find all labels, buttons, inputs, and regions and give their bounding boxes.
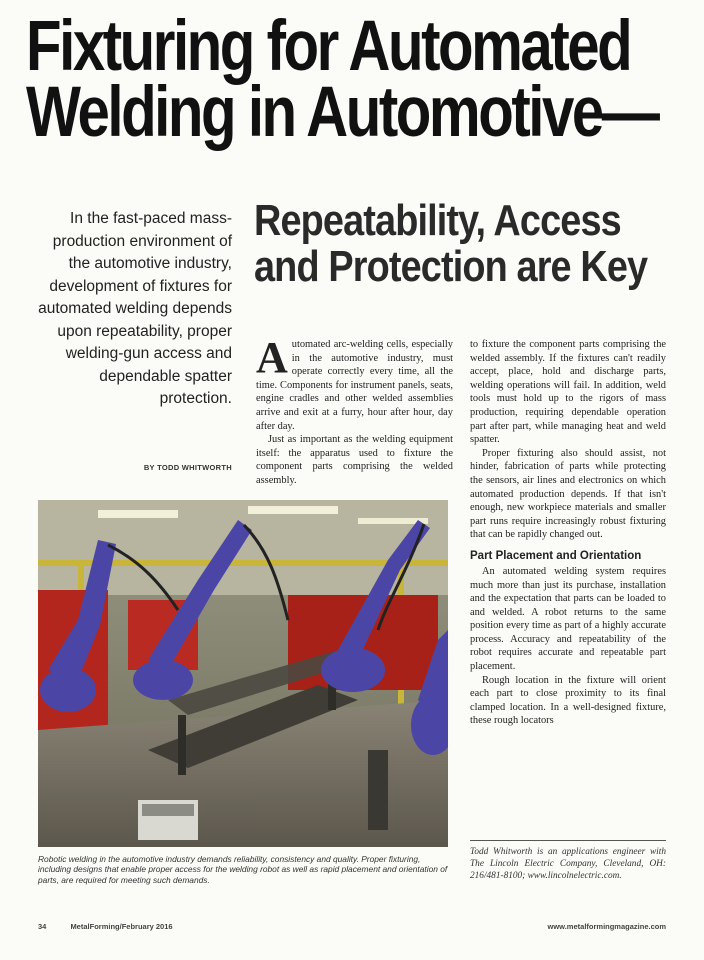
body-paragraph: Rough location in the fixture will orient each part to close proximity to its final clamped location. In a well-designed fixture, these rough locators (470, 674, 666, 727)
bio-divider (470, 840, 666, 841)
robot-cell-illustration (38, 500, 448, 847)
robotic-welding-photo (38, 500, 448, 847)
intro-deck: In the fast-paced mass-production environment of the automotive industry, development of fixtures for automated welding depends upon repeatability, proper welding-gun access and dependable spatter protection. (38, 210, 232, 407)
footer-left (38, 922, 173, 931)
body-paragraph: Just as important as the welding equipment itself: the apparatus used to fixture the component parts comprising the welded assembly. (256, 434, 453, 486)
article-subhead (254, 198, 650, 290)
subhead-line-2: and Protection are Key (254, 242, 648, 291)
page-number: 34 (38, 922, 47, 931)
magazine-issue: MetalForming/February 2016 (70, 922, 173, 931)
body-paragraph: to fixture the component parts comprising the welded assembly. If the fixtures can't readily accept, place, hold and discharge parts, welding operations will fail. In addition, weld tools must hold up to the rigors of mass production, requiring dependable operation part after part, while managing heat and weld spatter. (470, 339, 666, 446)
body-paragraph: An automated welding system requires much more than just its purchase, installation and the expectation that parts can be loaded to and welded. A robot returns to the same position every time as part of a highly accurate process. Accuracy and repeatability of the robot requires accurate and repeatable part placement. (470, 565, 666, 673)
photo-caption: Robotic welding in the automotive industry demands reliability, consistency and quality. Proper fixturing, including designs that enable proper access for the welding robot as well as rapid placement and orientation of parts, are required for meeting such demands. (38, 854, 448, 885)
article-headline (26, 7, 658, 152)
section-heading: Part Placement and Orientation (470, 549, 642, 562)
body-column-1 (256, 338, 453, 496)
subhead-line-1: Repeatability, Access (254, 196, 621, 245)
body-paragraph: Proper fixturing also should assist, not hinder, fabrication of parts while protecting the sensors, air lines and electronics on which automated production depends. If that isn't enough, new workpiece materials and smaller part runs require increasingly robust fixturing that can be rapidly changed out. (470, 447, 666, 541)
body-paragraph: Automated arc-welding cells, especially in the automotive industry, must operate correctly every time, all the time. Components for instrument panels, seats, engine cradles and other welded assemblies arrive and exit at a furry, hour after hour, day after day. (256, 338, 453, 432)
drop-cap: A (256, 338, 288, 382)
headline-line-2: Welding in Automotive— (26, 73, 658, 152)
headline-line-1: Fixturing for Automated (26, 7, 631, 86)
body-column-2 (470, 338, 666, 836)
magazine-website: www.metalformingmagazine.com (547, 922, 666, 931)
byline: BY TODD WHITWORTH (143, 463, 232, 472)
author-bio: Todd Whitworth is an applications engineer with The Lincoln Electric Company, Cleveland, OH: 216/481-8100; www.lincolnelectric.com. (470, 847, 666, 881)
page-footer (38, 922, 666, 934)
